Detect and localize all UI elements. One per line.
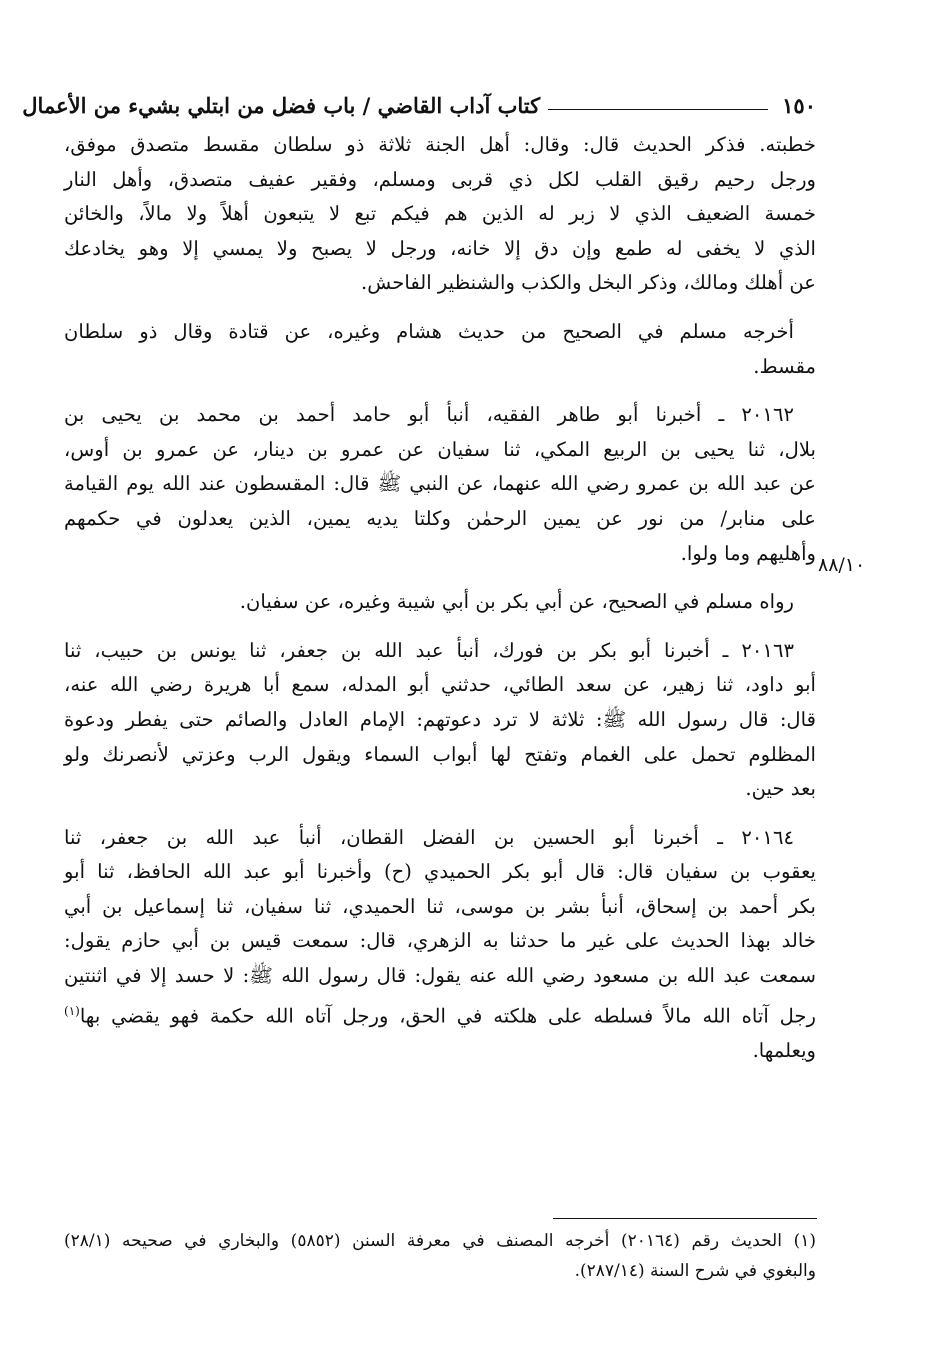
text-line: مقسط. bbox=[753, 354, 816, 378]
text-line: وأهليهم وما ولوا. bbox=[680, 541, 816, 565]
paragraph-rawahu bbox=[64, 585, 816, 620]
footnote-line: (١) الحديث رقم (٢٠١٦٤) أخرجه المصنف في معرفة السنن (٥٨٥٢) والبخاري في صحيحه (٢٨/١) bbox=[64, 1231, 816, 1251]
page-number: ١٥٠ bbox=[782, 93, 816, 118]
text-line: يعقوب بن سفيان قال: قال أبو بكر الحميدي (ح) وأخبرنا أبو عبد الله الحافظ، ثنا أبو bbox=[64, 860, 816, 884]
text-line: الذي لا يخفى له طمع وإن دق إلا خانه، ورجل لا يصبح ولا يمسي إلا وهو يخادعك bbox=[64, 236, 816, 260]
text-line: رواه مسلم في الصحيح، عن أبي بكر بن أبي شيبة وغيره، عن سفيان. bbox=[239, 590, 794, 614]
hadith-20163 bbox=[64, 634, 816, 807]
text-line-with-footnote bbox=[64, 994, 816, 1034]
text-line: أخرجه مسلم في الصحيح من حديث هشام وغيره، عن قتادة وقال ذو سلطان bbox=[64, 319, 794, 343]
paragraph-continuation bbox=[64, 128, 816, 301]
running-header bbox=[22, 84, 816, 118]
text-line: بعد حين. bbox=[745, 777, 816, 801]
text-line: خمسة الضعيف الذي لا زبر له الذين هم فيكم تبع لا يتبعون أهلاً ولا مالاً، والخائن bbox=[64, 202, 816, 226]
text-line: ٢٠١٦٢ ـ أخبرنا أبو طاهر الفقيه، أنبأ أبو حامد أحمد بن محمد بن يحيى بن bbox=[64, 403, 794, 427]
footnote-marker[interactable]: (١) bbox=[64, 1003, 80, 1018]
header-rule bbox=[548, 108, 768, 110]
hadith-20164 bbox=[64, 821, 816, 1069]
main-text bbox=[64, 128, 816, 1082]
footnote bbox=[64, 1226, 816, 1286]
paragraph-takhrij bbox=[64, 315, 816, 384]
text-line: أبو داود، ثنا زهير، عن سعد الطائي، حدثني أبو المدله، سمع أبا هريرة رضي الله عنه، bbox=[64, 673, 816, 697]
text-line: خالد بهذا الحديث على غير ما حدثنا به الزهري، قال: سمعت قيس بن أبي حازم يقول: bbox=[64, 929, 816, 953]
footnote-line: والبغوي في شرح السنة (٢٨٧/١٤). bbox=[574, 1261, 816, 1281]
hadith-20162 bbox=[64, 398, 816, 571]
text-line: خطبته. فذكر الحديث قال: وقال: أهل الجنة ثلاثة ذو سلطان مقسط متصدق موفق، bbox=[64, 133, 816, 156]
text-line: عن أهلك ومالك، وذكر البخل والكذب والشنظير الفاحش. bbox=[361, 271, 816, 295]
footnote-separator bbox=[553, 1218, 817, 1219]
text-line: ٢٠١٦٣ ـ أخبرنا أبو بكر بن فورك، أنبأ عبد الله بن جعفر، ثنا يونس بن حبيب، ثنا bbox=[64, 638, 794, 662]
text-line: على منابر/ من نور عن يمين الرحمٰن وكلتا يديه يمين، الذين يعدلون في حكمهم bbox=[64, 506, 816, 530]
text-segment: رجل آتاه الله مالاً فسلطه على هلكته في الحق، ورجل آتاه الله حكمة فهو يقضي بها bbox=[79, 1004, 816, 1028]
text-line: بلال، ثنا يحيى بن الربيع المكي، ثنا سفيان عن عمرو بن دينار، عن عمرو بن أوس، bbox=[64, 437, 816, 461]
text-line: ورجل رحيم رقيق القلب لكل ذي قربى ومسلم، وفقير عفيف متصدق، وأهل النار bbox=[64, 167, 816, 191]
text-line: سمعت عبد الله بن مسعود رضي الله عنه يقول: قال رسول الله ﷺ: لا حسد إلا في اثنتين bbox=[64, 964, 816, 988]
text-line: قال: قال رسول الله ﷺ: ثلاثة لا ترد دعوتهم: الإمام العادل والصائم حتى يفطر ودعوة bbox=[64, 707, 816, 731]
running-title: كتاب آداب القاضي / باب فضل من ابتلي بشيء من الأعمال bbox=[22, 93, 541, 118]
margin-folio-note: ٨٨/١٠ bbox=[818, 554, 866, 576]
text-line: ٢٠١٦٤ ـ أخبرنا أبو الحسين بن الفضل القطان، أنبأ عبد الله بن جعفر، ثنا bbox=[64, 825, 794, 849]
text-line: بكر أحمد بن إسحاق، أنبأ بشر بن موسى، ثنا الحميدي، ثنا سفيان، ثنا إسماعيل بن أبي bbox=[64, 894, 816, 918]
text-line: المظلوم تحمل على الغمام وتفتح لها أبواب السماء ويقول الرب وعزتي لأنصرنك ولو bbox=[64, 742, 816, 766]
text-line: ويعلمها. bbox=[752, 1038, 816, 1062]
text-line: عن عبد الله بن عمرو رضي الله عنهما، عن النبي ﷺ قال: المقسطون عند الله يوم القيامة bbox=[64, 472, 816, 496]
